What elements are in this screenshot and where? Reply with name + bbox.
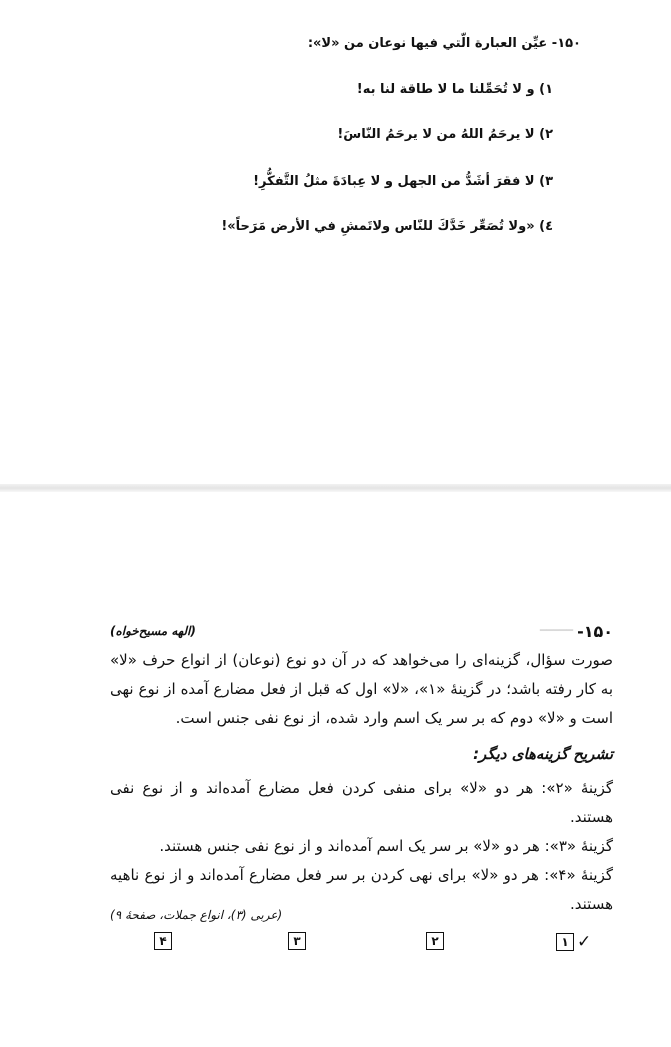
choice-3 bbox=[288, 932, 306, 950]
choice-4-box: ۴ bbox=[154, 932, 172, 950]
check-icon: ✓ bbox=[577, 932, 592, 952]
other-options-list bbox=[110, 774, 613, 919]
choice-2-box: ۲ bbox=[426, 932, 444, 950]
answer-header bbox=[110, 622, 613, 642]
other-options-heading: تشریح گزینه‌های دیگر: bbox=[473, 745, 613, 763]
question-option-3: ۳) لا فقرَ أشَدُّ من الجهل و لا عِبادَةَ مثلُ التَّفكُّرِ! bbox=[253, 174, 553, 189]
choice-3-box: ۳ bbox=[288, 932, 306, 950]
page-divider bbox=[0, 484, 671, 492]
choice-1 bbox=[556, 932, 591, 952]
answer-explanation: صورت سؤال، گزینه‌ای را می‌خواهد که در آن دو نوع (نوعان) از انواع حرف «لا» به کار رفته باشد؛ در گزینهٔ «۱»، «لا» اول که قبل از فعل مضارع آمده از نوع نهی است و «لا» دوم که بر سر یک اسم وارد شده، از نوع نفی جنس است. bbox=[110, 651, 613, 727]
question-option-4: ٤) «ولا تُصَعِّر خَدَّكَ للنّاس ولاتَمشِ في الأرض مَرَحاً»! bbox=[221, 219, 553, 234]
question-option-2: ۲) لا يرحَمُ اللهُ من لا يرحَمُ النّاسَ! bbox=[337, 127, 553, 142]
other-option-4: گزینهٔ «۴»: هر دو «لا» برای نهی کردن بر سر فعل مضارع آمده‌اند و از نوع ناهیه هستند. bbox=[110, 866, 613, 913]
watermark-logo: ━━━━━ bbox=[539, 624, 573, 637]
question-option-1: ۱) و لا تُحَمِّلنا ما لا طاقة لنا به! bbox=[356, 82, 553, 97]
choice-1-box: ۱ bbox=[556, 933, 574, 951]
answer-page bbox=[0, 492, 671, 1047]
question-title: ۱۵۰- عيِّن العبارة الّتي فيها نوعان من «لا»: bbox=[307, 36, 581, 51]
answer-number: ۱۵۰- bbox=[577, 622, 613, 641]
choice-4 bbox=[154, 932, 172, 950]
choice-2 bbox=[426, 932, 444, 950]
other-option-3: گزینهٔ «۳»: هر دو «لا» بر سر یک اسم آمده‌اند و از نوع نفی جنس هستند. bbox=[159, 837, 613, 855]
answer-author: (الهه مسیح‌خواه) bbox=[110, 624, 196, 638]
other-option-2: گزینهٔ «۲»: هر دو «لا» برای منفی کردن فعل مضارع آمده‌اند و از نوع نفی هستند. bbox=[110, 779, 613, 826]
answer-source: (عربی (۳)، انواع جملات، صفحهٔ ۹) bbox=[110, 908, 283, 922]
answer-choices bbox=[0, 932, 671, 960]
question-page bbox=[0, 0, 671, 484]
